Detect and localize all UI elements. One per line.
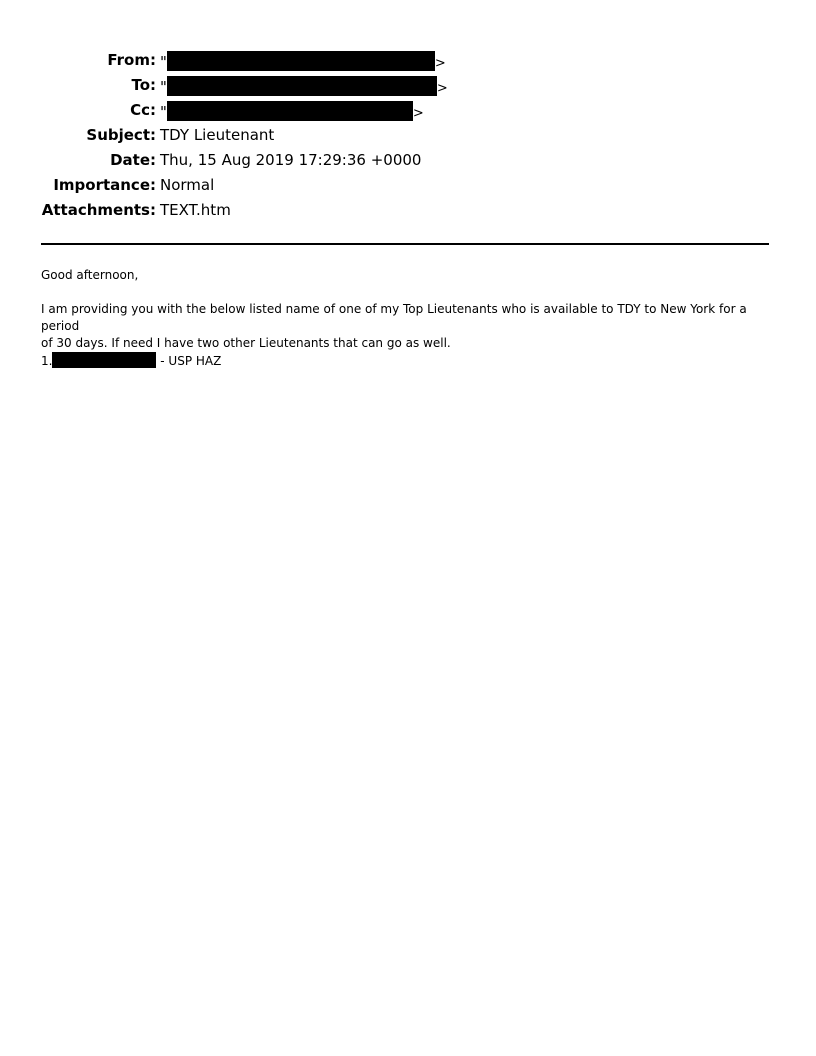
from-label: From: [107, 51, 156, 69]
item-number: 1. [41, 354, 53, 368]
cc-row [0, 98, 816, 123]
paragraph-line-1: I am providing you with the below listed name of one of my Top Lieutenants who is available to TDY to New York for a period [41, 302, 747, 333]
importance-label: Importance: [53, 176, 156, 194]
attachments-row [0, 198, 816, 223]
to-row [0, 73, 816, 98]
to-quote: " [160, 78, 167, 96]
importance-row [0, 173, 816, 198]
from-row [0, 48, 816, 73]
from-value [160, 51, 446, 71]
date-label: Date: [110, 151, 156, 169]
from-close: > [434, 56, 446, 71]
header-divider [41, 243, 769, 245]
from-redaction [167, 51, 435, 71]
body-paragraph [41, 301, 781, 352]
cc-quote: " [160, 103, 167, 121]
name-redaction [52, 352, 156, 368]
subject-value: TDY Lieutenant [160, 126, 275, 144]
subject-row [0, 123, 816, 148]
email-header [0, 48, 816, 223]
attachments-label: Attachments: [41, 201, 156, 219]
cc-redaction [167, 101, 413, 121]
item-suffix: - USP HAZ [156, 354, 222, 368]
cc-value [160, 101, 424, 121]
to-value [160, 76, 448, 96]
to-redaction [167, 76, 437, 96]
subject-label: Subject: [86, 126, 156, 144]
date-value: Thu, 15 Aug 2019 17:29:36 +0000 [160, 151, 422, 169]
greeting: Good afternoon, [41, 268, 139, 282]
to-close: > [436, 81, 448, 96]
cc-label: Cc: [130, 101, 156, 119]
paragraph-line-2: of 30 days. If need I have two other Lieutenants that can go as well. [41, 336, 451, 350]
importance-value: Normal [160, 176, 215, 194]
from-quote: " [160, 53, 167, 71]
attachments-value: TEXT.htm [160, 201, 231, 219]
cc-close: > [412, 106, 424, 121]
to-label: To: [131, 76, 156, 94]
date-row [0, 148, 816, 173]
list-item [41, 352, 781, 370]
